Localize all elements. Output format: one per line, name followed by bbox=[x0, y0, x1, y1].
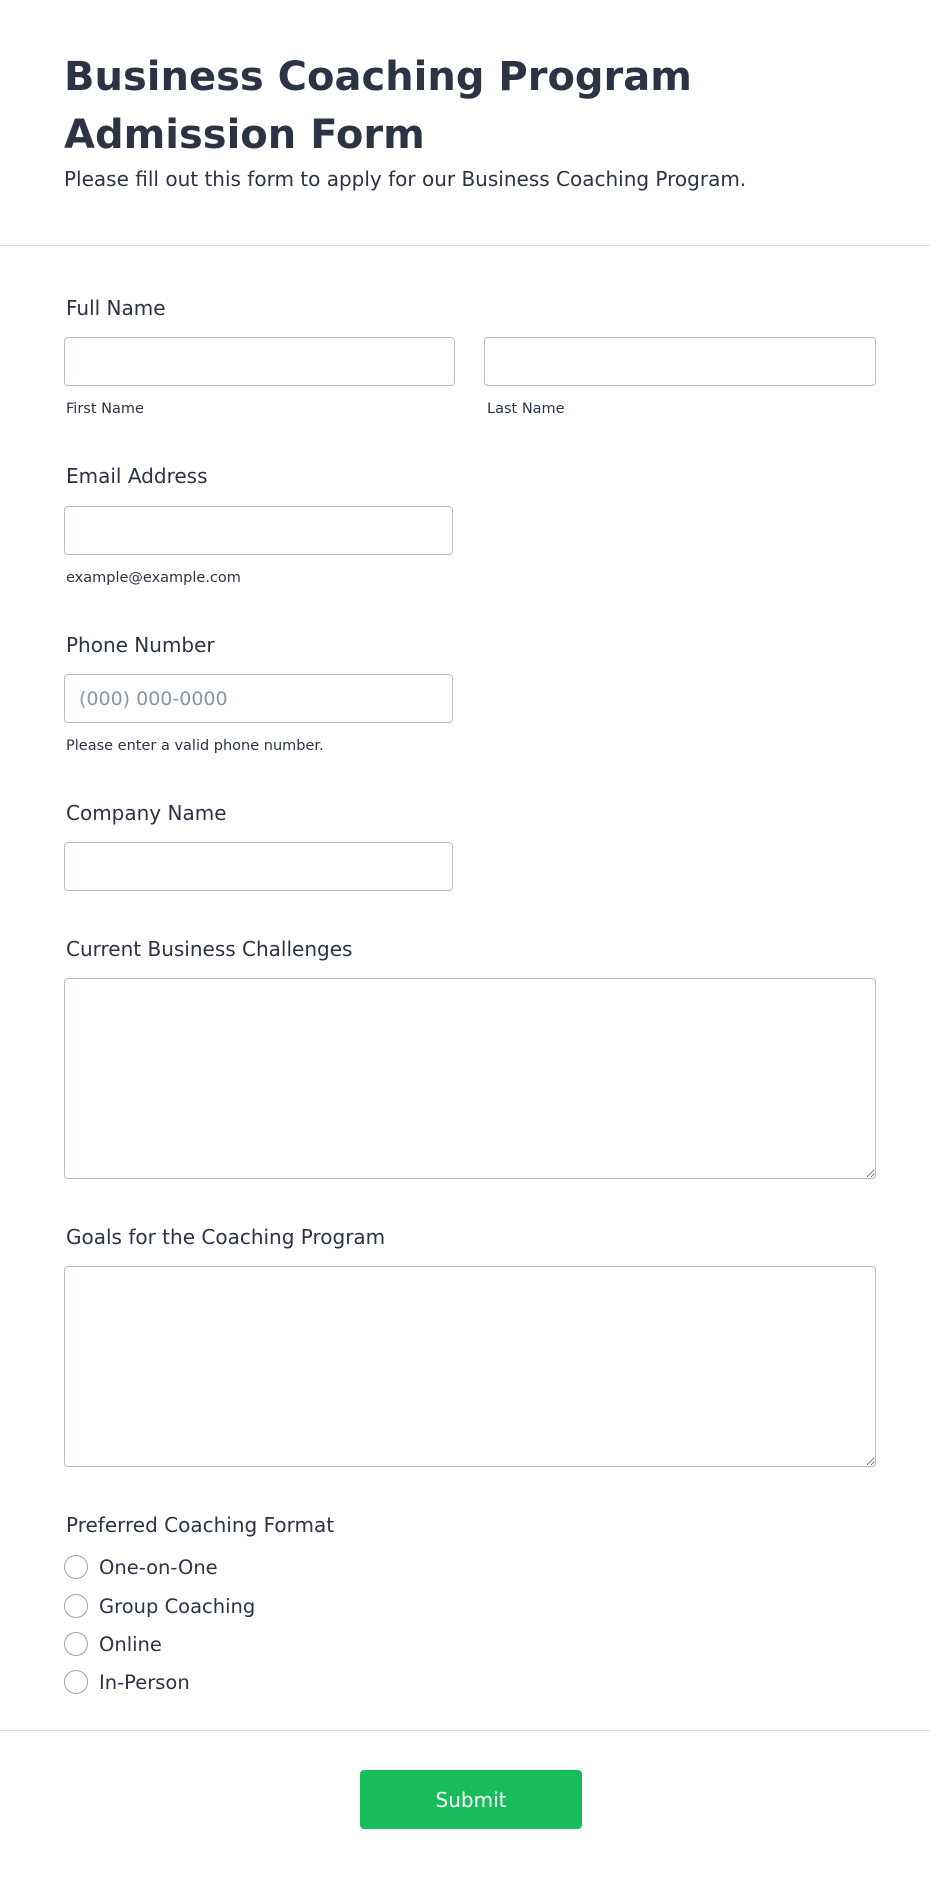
first-name-input[interactable] bbox=[64, 337, 455, 386]
radio-label: Group Coaching bbox=[99, 1594, 256, 1618]
email-label: Email Address bbox=[66, 464, 208, 488]
goals-textarea[interactable] bbox=[64, 1266, 876, 1467]
company-label: Company Name bbox=[66, 801, 227, 825]
goals-label: Goals for the Coaching Program bbox=[66, 1225, 386, 1249]
challenges-textarea[interactable] bbox=[64, 978, 876, 1179]
email-input[interactable] bbox=[64, 506, 453, 555]
submit-button[interactable]: Submit bbox=[360, 1770, 582, 1829]
radio-button[interactable] bbox=[64, 1670, 88, 1694]
phone-sublabel: Please enter a valid phone number. bbox=[66, 738, 324, 754]
form-footer bbox=[0, 1730, 930, 1878]
format-option-one-on-one[interactable] bbox=[64, 1554, 218, 1580]
first-name-sublabel: First Name bbox=[66, 401, 144, 417]
radio-label: Online bbox=[99, 1632, 162, 1656]
radio-button[interactable] bbox=[64, 1555, 88, 1579]
page-title: Business Coaching Program Admission Form bbox=[64, 54, 692, 158]
last-name-input[interactable] bbox=[484, 337, 876, 386]
format-option-online[interactable] bbox=[64, 1631, 162, 1657]
phone-input[interactable] bbox=[64, 674, 453, 723]
form-header bbox=[0, 0, 930, 246]
format-option-group-coaching[interactable] bbox=[64, 1593, 255, 1619]
phone-label: Phone Number bbox=[66, 633, 215, 657]
page-subtitle: Please fill out this form to apply for our Business Coaching Program. bbox=[64, 167, 747, 191]
company-input[interactable] bbox=[64, 842, 453, 891]
challenges-label: Current Business Challenges bbox=[66, 937, 353, 961]
radio-button[interactable] bbox=[64, 1594, 88, 1618]
format-option-in-person[interactable] bbox=[64, 1669, 190, 1695]
email-sublabel: example@example.com bbox=[66, 570, 241, 586]
radio-label: One-on-One bbox=[99, 1555, 218, 1579]
full-name-label: Full Name bbox=[66, 296, 166, 320]
format-label: Preferred Coaching Format bbox=[66, 1513, 335, 1537]
last-name-sublabel: Last Name bbox=[487, 401, 565, 417]
radio-button[interactable] bbox=[64, 1632, 88, 1656]
radio-label: In-Person bbox=[99, 1670, 190, 1694]
